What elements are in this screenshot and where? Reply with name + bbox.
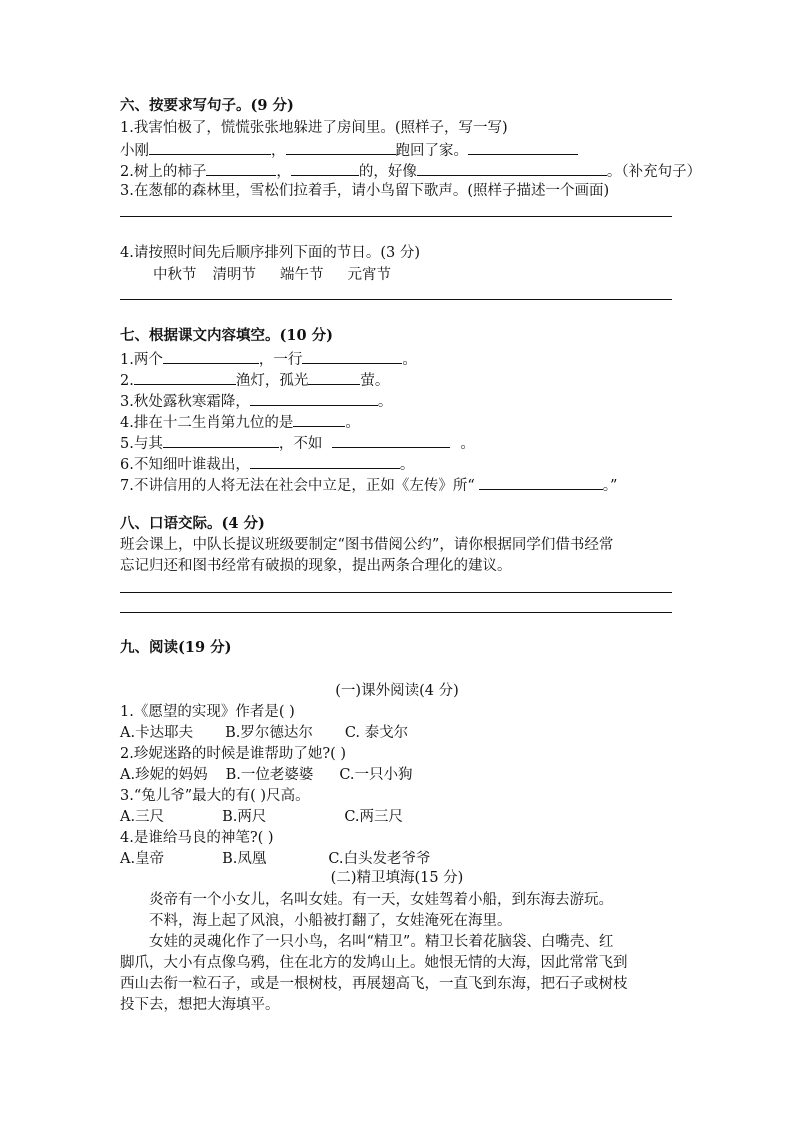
s6-q1: 1.我害怕极了，慌慌张张地躲进了房间里。(照样子，写一写) [120, 120, 508, 136]
answer-blank[interactable] [149, 139, 271, 155]
passage-para-1: 炎帝有一个小女儿，名叫女娃。有一天，女娃驾着小船，到东海去游玩。 [149, 892, 613, 908]
s9-q3-options: A.三尺 B.两尺 C.两三尺 [120, 809, 404, 825]
answer-blank[interactable] [163, 432, 279, 448]
s8-prompt-line-2: 忘记归还和图书经常有破损的现象，提出两条合理化的建议。 [120, 558, 512, 574]
s7-l1: 1.两个 ，一行 。 [120, 348, 417, 370]
s9-subtitle-1: (一)课外阅读(4 分) [335, 683, 459, 699]
answer-blank[interactable] [163, 348, 259, 364]
answer-blank[interactable] [293, 411, 345, 427]
s9-subtitle-2: (二)精卫填海(15 分) [330, 870, 464, 886]
s7-l6: 6.不知细叶谁裁出， 。 [120, 453, 414, 475]
passage-para-3-line-4: 投下去，想把大海填平。 [120, 997, 280, 1013]
passage-para-2: 不料，海上起了风浪，小船被打翻了，女娃淹死在海里。 [149, 913, 512, 929]
s9-q3: 3.“兔儿爷”最大的有( )尺高。 [120, 788, 310, 804]
s7-l5: 5.与其 ，不如 。 [120, 432, 475, 454]
answer-line[interactable] [120, 592, 672, 593]
answer-blank[interactable] [417, 160, 503, 176]
section-6-title: 六、按要求写句子。(9 分) [120, 97, 294, 114]
section-9-title: 九、阅读(19 分) [120, 639, 232, 656]
s6-q2: 2.树上的柿子 ， 的，好像 。（补充句子） [120, 160, 701, 182]
s9-q1: 1.《愿望的实现》作者是( ) [120, 704, 295, 720]
s9-q2: 2.珍妮迷路的时候是谁帮助了她?( ) [120, 746, 347, 762]
s7-l3: 3.秋处露秋寒霜降， 。 [120, 390, 392, 412]
s7-l2: 2. 渔灯，孤光 萤。 [120, 369, 389, 391]
answer-blank[interactable] [250, 390, 378, 406]
s6-q1-line: 小刚 ， 跑回了家。 [120, 139, 578, 161]
answer-blank[interactable] [479, 474, 603, 490]
answer-blank[interactable] [206, 160, 276, 176]
answer-blank[interactable] [302, 348, 402, 364]
s9-q2-options: A.珍妮的妈妈 B.一位老婆婆 C.一只小狗 [120, 767, 413, 783]
passage-para-3-line-3: 西山去衔一粒石子，或是一根树枝，再展翅高飞，一直飞到东海，把石子或树枝 [120, 976, 628, 992]
s8-prompt-line-1: 班会课上，中队长提议班级要制定“图书借阅公约”，请你根据同学们借书经常 [120, 537, 614, 553]
section-8-title: 八、口语交际。(4 分) [120, 515, 265, 532]
s6-q3: 3.在葱郁的森林里，雪松们拉着手，请小鸟留下歌声。(照样子描述一个画面) [120, 183, 610, 199]
answer-blank[interactable] [308, 369, 360, 385]
s9-q4: 4.是谁给马良的神笔?( ) [120, 830, 274, 846]
festival-list: 中秋节 清明节 端午节 元宵节 [153, 267, 391, 283]
answer-blank[interactable] [503, 160, 607, 176]
answer-blank[interactable] [291, 160, 359, 176]
answer-line[interactable] [120, 216, 672, 217]
s9-q1-options: A.卡达耶夫 B.罗尔德达尔 C. 泰戈尔 [120, 725, 409, 741]
answer-blank[interactable] [250, 453, 400, 469]
s6-q4: 4.请按照时间先后顺序排列下面的节日。(3 分) [120, 245, 420, 261]
s7-l7: 7.不讲信用的人将无法在社会中立足，正如《左传》所“ 。” [120, 474, 617, 496]
passage-para-3-line-2: 脚爪，大小有点像乌鸦，住在北方的发鸠山上。她恨无情的大海，因此常常飞到 [120, 955, 628, 971]
answer-line[interactable] [120, 299, 672, 300]
passage-para-3-line-1: 女娃的灵魂化作了一只小鸟，名叫“精卫”。精卫长着花脑袋、白嘴壳、红 [149, 934, 614, 950]
section-7-title: 七、根据课文内容填空。(10 分) [120, 327, 333, 344]
answer-blank[interactable] [332, 432, 450, 448]
s9-q4-options: A.皇帝 B.凤凰 C.白头发老爷爷 [120, 851, 431, 867]
answer-blank[interactable] [134, 369, 236, 385]
answer-blank[interactable] [286, 139, 396, 155]
answer-blank[interactable] [468, 139, 578, 155]
answer-line[interactable] [120, 612, 672, 613]
s7-l4: 4.排在十二生肖第九位的是 。 [120, 411, 360, 433]
